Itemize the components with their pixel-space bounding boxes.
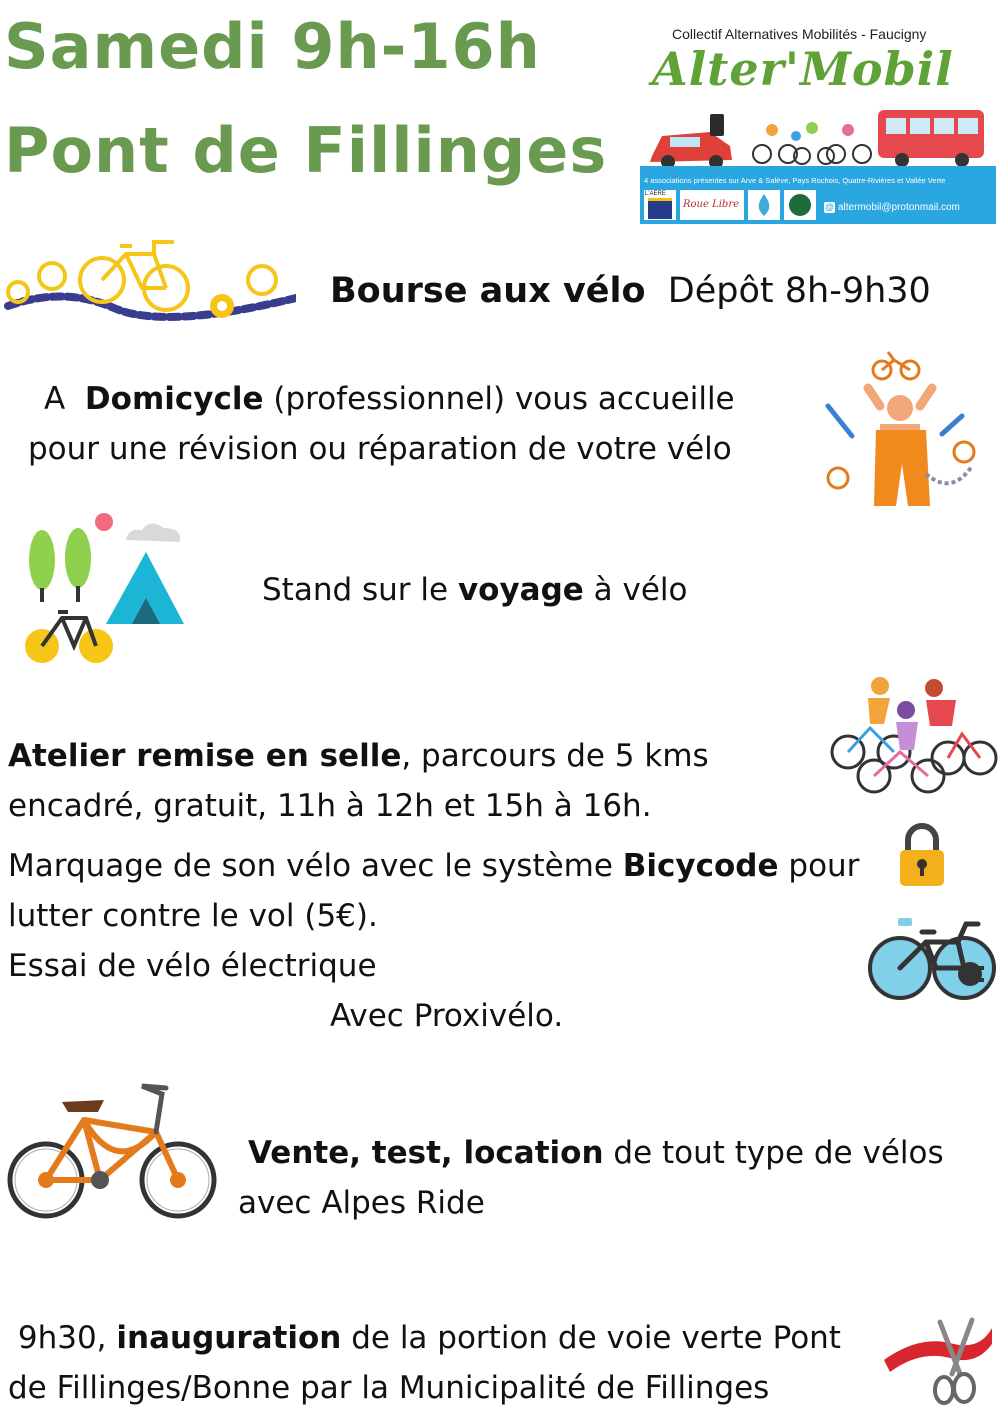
event-date-time: Samedi 9h-16h: [4, 10, 541, 83]
voyage-line: [262, 565, 688, 615]
badge-roue-text: Roue Libre: [683, 199, 740, 210]
logo-email-text: altermobil@protonmail.com: [838, 202, 960, 213]
marquage-line1: [8, 841, 859, 891]
electric-bike-icon: [866, 912, 1000, 1006]
badge-aere-text: L'AERE: [645, 191, 666, 197]
inauguration-line2: de Fillinges/Bonne par la Municipalité de Fillinges: [8, 1370, 770, 1406]
vente-line2: avec Alpes Ride: [238, 1185, 485, 1221]
logo-title: Alter'Mobil: [652, 42, 954, 96]
voyage-prefix: Stand sur le: [262, 572, 458, 608]
inauguration-time: 9h30,: [8, 1320, 117, 1356]
vente-line1: [248, 1128, 944, 1178]
badge-roue-libre: [680, 190, 744, 220]
voyage-keyword: voyage: [457, 572, 584, 608]
altermobil-logo: [640, 24, 996, 224]
travel-tent-illustration: [22, 508, 188, 668]
domicycle-line2: pour une révision ou réparation de votre vélo: [28, 431, 732, 467]
bourse-line: [330, 266, 931, 316]
bike-chain-illustration: [4, 236, 296, 340]
domicycle-prefix: A: [44, 381, 85, 417]
atelier-line2: encadré, gratuit, 11h à 12h et 15h à 16h.: [8, 788, 652, 824]
ribbon-scissors-icon: [880, 1314, 996, 1410]
inauguration-keyword: inauguration: [116, 1320, 342, 1356]
vente-title: Vente, test, location: [248, 1135, 604, 1171]
badge-aere: [644, 190, 676, 220]
domicycle-rest: (professionnel) vous accueille: [263, 381, 735, 417]
logo-email: [824, 202, 960, 213]
marquage-rest: pour: [778, 848, 860, 884]
orange-cruiser-bike-illustration: [6, 1080, 220, 1226]
bourse-title: Bourse aux vélo: [330, 271, 646, 311]
atelier-rest: , parcours de 5 kms: [401, 738, 709, 774]
marquage-line2: lutter contre le vol (5€).: [8, 898, 378, 934]
voyage-rest: à vélo: [583, 572, 688, 608]
domicycle-line1: [44, 374, 735, 424]
padlock-icon: [898, 822, 946, 888]
atelier-line1: [8, 731, 709, 781]
inauguration-rest: de la portion de voie verte Pont: [341, 1320, 841, 1356]
mechanic-illustration: [822, 346, 982, 514]
logo-collectif-text: Collectif Alternatives Mobilités - Faucigny: [672, 26, 927, 42]
marquage-prefix: Marquage de son vélo avec le système: [8, 848, 623, 884]
badge-leaf-icon: [784, 190, 816, 220]
bourse-deposit: Dépôt 8h-9h30: [645, 271, 931, 311]
at-icon: @: [824, 202, 835, 212]
domicycle-name: Domicycle: [84, 381, 264, 417]
group-cyclists-illustration: [830, 672, 998, 796]
vente-rest: de tout type de vélos: [603, 1135, 944, 1171]
event-location: Pont de Fillinges: [4, 114, 608, 187]
essai-line2: Avec Proxivélo.: [330, 998, 564, 1034]
essai-line1: Essai de vélo électrique: [8, 948, 377, 984]
logo-associations-text: 4 associations présentes sur Arve & Salève, Pays Rochois, Quatre-Rivières et Vallée Verte: [644, 176, 946, 185]
atelier-title: Atelier remise en selle: [8, 738, 402, 774]
inauguration-line1: [8, 1313, 841, 1363]
marquage-bicycode: Bicycode: [622, 848, 779, 884]
badge-drop-icon: [748, 190, 780, 220]
